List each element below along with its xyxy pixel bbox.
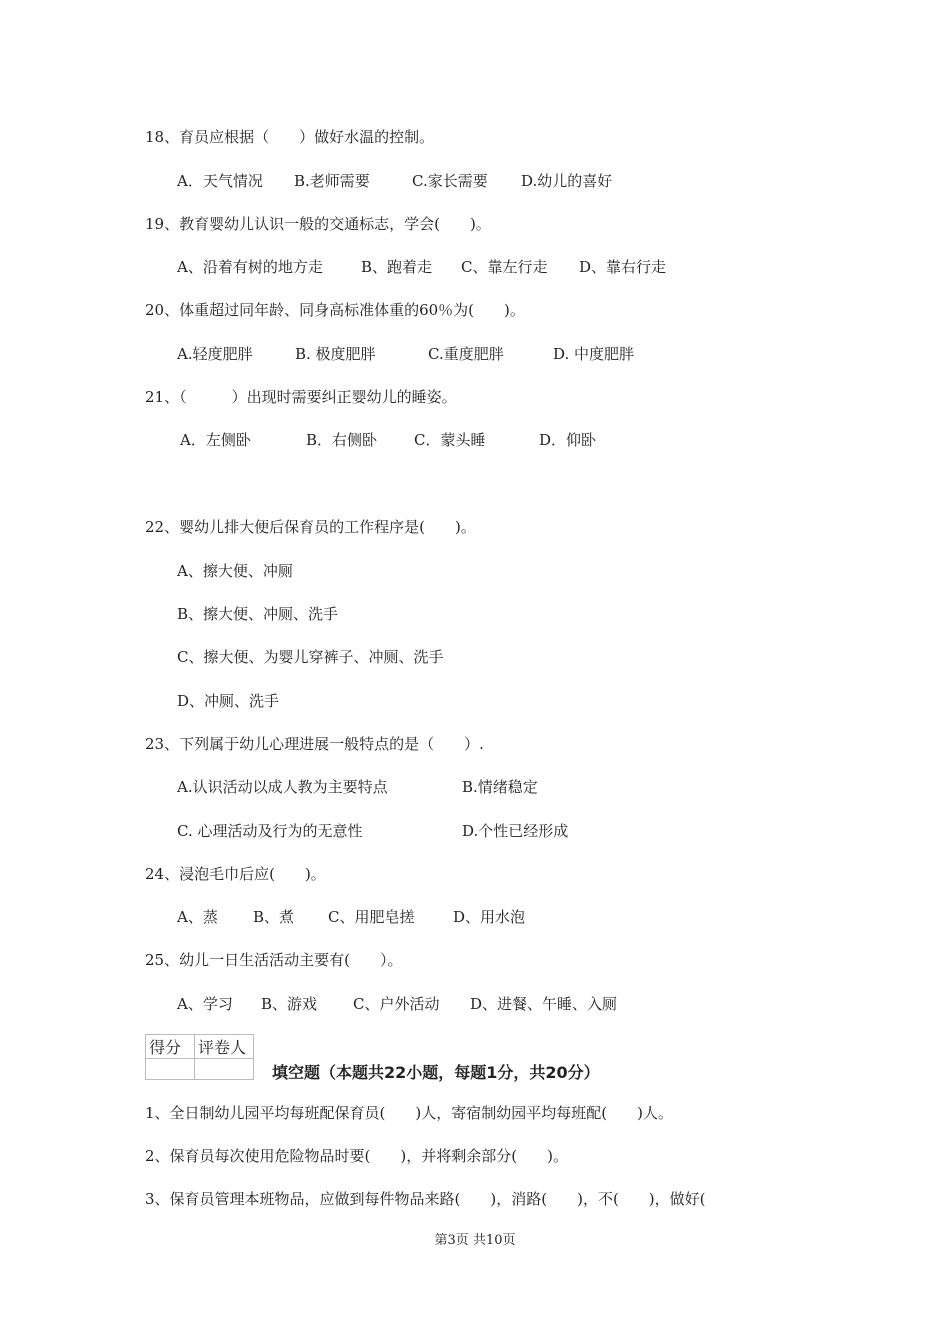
question-20-option-c: C.重度肥胖 xyxy=(428,345,504,363)
fill-blank-2: 2、保育员每次使用危险物品时要( )，并将剩余部分( )。 xyxy=(145,1147,568,1165)
question-18-option-d: D.幼儿的喜好 xyxy=(521,172,613,190)
question-21-stem: 21、（ ）出现时需要纠正婴幼儿的睡姿。 xyxy=(145,388,457,406)
question-22-stem: 22、婴幼儿排大便后保育员的工作程序是( )。 xyxy=(145,518,476,536)
question-18-option-a: A．天气情况 xyxy=(177,172,263,190)
question-24-option-d: D、用水泡 xyxy=(453,908,526,926)
question-24-option-a: A、蒸 xyxy=(177,908,218,926)
question-21-option-b: B．右侧卧 xyxy=(306,431,378,449)
question-20-option-a: A.轻度肥胖 xyxy=(177,345,253,363)
question-20-option-d: D. 中度肥胖 xyxy=(553,345,635,363)
score-label: 得分 xyxy=(146,1035,195,1059)
question-22-option-a: A、擦大便、冲厕 xyxy=(177,562,293,580)
grader-label: 评卷人 xyxy=(195,1035,254,1059)
grader-cell xyxy=(195,1059,254,1080)
score-cell xyxy=(146,1059,195,1080)
question-19-option-c: C、靠左行走 xyxy=(461,258,548,276)
question-19-option-d: D、靠右行走 xyxy=(579,258,667,276)
question-19-option-b: B、跑着走 xyxy=(361,258,433,276)
question-25-option-c: C、户外活动 xyxy=(353,995,440,1013)
question-19-option-a: A、沿着有树的地方走 xyxy=(177,258,323,276)
score-box xyxy=(145,1034,254,1080)
question-23-option-c: C. 心理活动及行为的无意性 xyxy=(177,822,363,840)
question-25-option-a: A、学习 xyxy=(177,995,233,1013)
fill-blank-1: 1、全日制幼儿园平均每班配保育员( )人，寄宿制幼园平均每班配( )人。 xyxy=(145,1104,673,1122)
question-24-stem: 24、浸泡毛巾后应( )。 xyxy=(145,865,326,883)
question-21-option-c: C．蒙头睡 xyxy=(414,431,486,449)
fill-blank-3: 3、保育员管理本班物品，应做到每件物品来路( )，消路( )，不( )，做好( xyxy=(145,1190,706,1208)
question-21-option-d: D．仰卧 xyxy=(539,431,597,449)
question-23-option-d: D.个性已经形成 xyxy=(462,822,569,840)
question-25-option-b: B、游戏 xyxy=(261,995,318,1013)
question-20-option-b: B. 极度肥胖 xyxy=(295,345,376,363)
question-25-option-d: D、进餐、午睡、入厕 xyxy=(470,995,618,1013)
question-18-option-b: B.老师需要 xyxy=(294,172,370,190)
question-22-option-b: B、擦大便、冲厕、洗手 xyxy=(177,605,339,623)
question-23-stem: 23、下列属于幼儿心理进展一般特点的是（ ）. xyxy=(145,735,484,753)
question-25-stem: 25、幼儿一日生活活动主要有( ）。 xyxy=(145,951,403,969)
question-22-option-d: D、冲厕、洗手 xyxy=(177,692,280,710)
section-title: 填空题（本题共22小题，每题1分，共20分） xyxy=(272,1063,600,1082)
page-footer: 第3页 共10页 xyxy=(434,1233,516,1248)
question-22-option-c: C、擦大便、为婴儿穿裤子、冲厕、洗手 xyxy=(177,648,444,666)
question-24-option-b: B、煮 xyxy=(253,908,295,926)
question-19-stem: 19、教育婴幼儿认识一般的交通标志，学会( )。 xyxy=(145,215,491,233)
question-18-option-c: C.家长需要 xyxy=(412,172,488,190)
question-18-stem: 18、育员应根据（ ）做好水温的控制。 xyxy=(145,128,435,146)
question-23-option-a: A.认识活动以成人教为主要特点 xyxy=(177,778,388,796)
question-23-option-b: B.情绪稳定 xyxy=(462,778,538,796)
question-24-option-c: C、用肥皂搓 xyxy=(328,908,415,926)
question-21-option-a: A．左侧卧 xyxy=(180,431,251,449)
question-20-stem: 20、体重超过同年龄、同身高标准体重的60％为( )。 xyxy=(145,301,525,319)
